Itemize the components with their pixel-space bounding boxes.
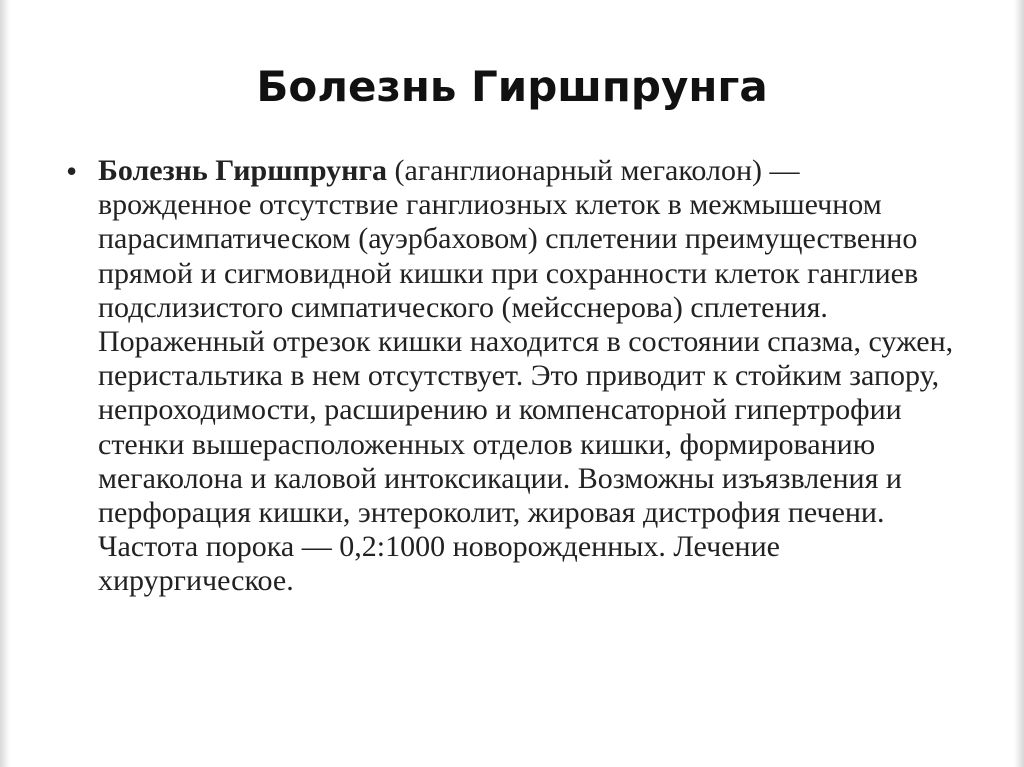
slide-title: Болезнь Гиршпрунга <box>256 62 768 111</box>
bullet-paragraph <box>98 154 960 599</box>
slide-shadow-right <box>1014 0 1024 767</box>
bullet-marker: • <box>66 153 78 189</box>
bullet-item <box>60 154 960 599</box>
bullet-body: (аганглионарный мегаколон) — врожденное отсутствие ганглиозных клеток в межмышечном парасимпатическом (ауэрбаховом) сплетении преимущественно прямой и сигмовидной кишки при сохранности клеток ганглиев подслизистого симпатического (мейсснерова) сплетения. Пораженный отрезок кишки находится в состоянии спазма, сужен, перистальтика в нем отсутствует. Это приводит к стойким запору, непроходимости, расширению и компенсаторной гипертрофии стенки вышерасположенных отделов кишки, формированию мегаколона и каловой интоксикации. Возможны изъязвления и перфорация кишки, энтероколит, жировая дистрофия печени. Частота порока — 0,2:1000 новорожденных. Лечение хирургическое. <box>98 154 954 598</box>
slide-shadow-left <box>0 0 10 767</box>
bullet-term: Болезнь Гиршпрунга <box>98 154 388 187</box>
